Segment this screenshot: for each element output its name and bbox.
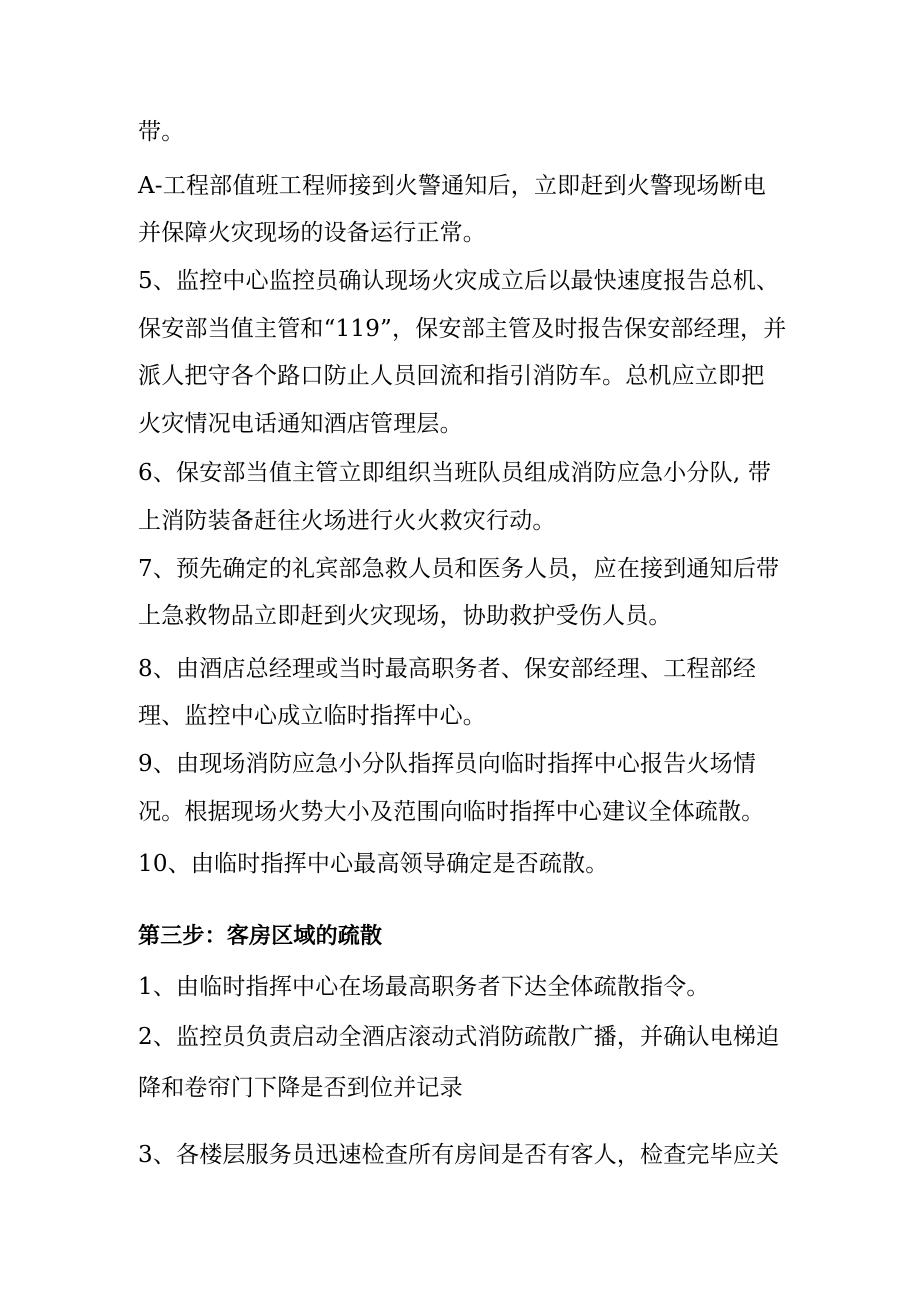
paragraph-line: 2、监控员负责启动全酒店滚动式消防疏散广播，并确认电梯迫 — [138, 1024, 780, 1050]
paragraph-line: 并保障火灾现场的设备运行正常。 — [138, 220, 486, 246]
paragraph-line: 上急救物品立即赶到火灾现场，协助救护受伤人员。 — [138, 603, 672, 629]
paragraph-line: 带。 — [138, 119, 185, 145]
paragraph-line: 上消防装备赶往火场进行火火救灾行动。 — [138, 508, 556, 534]
paragraph-line: 保安部当值主管和“119”，保安部主管及时报告保安部经理，并 — [138, 316, 787, 342]
paragraph-line: 3、各楼层服务员迅速检查所有房间是否有客人，检查完毕应关 — [138, 1142, 780, 1168]
paragraph-line: 5、监控中心监控员确认现场火灾成立后以最快速度报告总机、 — [138, 268, 780, 294]
paragraph-line: 7、预先确定的礼宾部急救人员和医务人员，应在接到通知后带 — [138, 556, 780, 582]
paragraph-line: 6、保安部当值主管立即组织当班队员组成消防应急小分队, 带 — [138, 460, 772, 486]
paragraph-line: 火灾情况电话通知酒店管理层。 — [138, 411, 463, 437]
paragraph-line: 1、由临时指挥中心在场最高职务者下达全体疏散指令。 — [138, 974, 710, 1000]
paragraph-line: 况。根据现场火势大小及范围向临时指挥中心建议全体疏散。 — [138, 799, 765, 825]
paragraph-line: 8、由酒店总经理或当时最高职务者、保安部经理、工程部经 — [138, 656, 757, 682]
paragraph-line: 10、由临时指挥中心最高领导确定是否疏散。 — [138, 851, 609, 877]
paragraph-line: A-工程部值班工程师接到火警通知后，立即赶到火警现场断电 — [138, 173, 766, 199]
paragraph-line: 派人把守各个路口防止人员回流和指引消防车。总机应立即把 — [138, 363, 765, 389]
paragraph-line: 9、由现场消防应急小分队指挥员向临时指挥中心报告火场情 — [138, 751, 757, 777]
paragraph-line: 理、监控中心成立临时指挥中心。 — [138, 703, 486, 729]
paragraph-line: 降和卷帘门下降是否到位并记录 — [138, 1075, 463, 1101]
section-heading: 第三步：客房区域的疏散 — [138, 924, 383, 949]
